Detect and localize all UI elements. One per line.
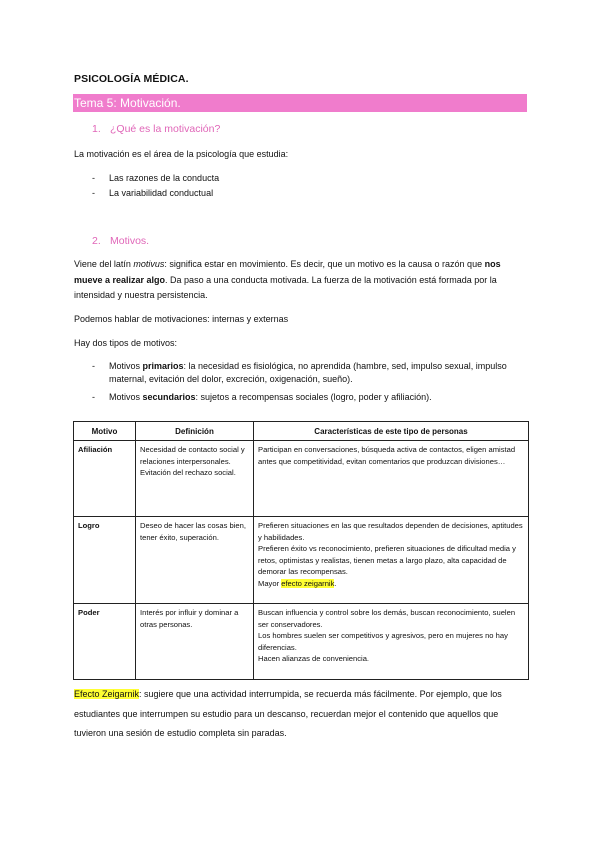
bullet-dash: - xyxy=(92,173,95,183)
table-row xyxy=(74,517,529,604)
tema-heading-bar xyxy=(73,94,527,112)
bullet-dash: - xyxy=(92,392,95,402)
bold-term: primarios xyxy=(142,361,184,371)
text-span: Mayor xyxy=(258,578,282,588)
list-item-text: La variabilidad conductual xyxy=(109,188,214,198)
bullet-dash: - xyxy=(92,188,95,198)
column-header: Motivo xyxy=(74,422,136,441)
bold-term: secundarios xyxy=(142,392,196,402)
cell-line: Deseo de hacer las cosas bien, tener éxito, superación. xyxy=(140,521,246,542)
cell-line: Prefieren éxito vs reconocimiento, prefieren situaciones de dificultad media y retos, optimistas y realistas, tienen metas a largo plazo, alta capacidad de demorar las recompensas. xyxy=(258,544,516,577)
section-2-paragraph-1 xyxy=(74,257,526,304)
caracteristicas-cell xyxy=(254,441,529,517)
text-span: : sujetos a recompensas sociales (logro, poder y afiliación). xyxy=(195,392,432,402)
definicion-cell xyxy=(136,604,254,680)
list-item xyxy=(92,360,522,386)
efecto-zeigarnik-paragraph xyxy=(74,685,526,744)
definicion-cell xyxy=(136,441,254,517)
definicion-cell xyxy=(136,517,254,604)
motivo-cell: Logro xyxy=(74,517,136,604)
cell-line xyxy=(258,578,524,590)
highlighted-term: efecto zeigarnik xyxy=(281,578,335,588)
list-item-text xyxy=(109,391,522,404)
text-span: Motivos xyxy=(109,392,143,402)
text-span: : significa estar en movimiento. Es decir, que un motivo es la causa o razón que xyxy=(164,259,485,269)
text-span: Viene del latín xyxy=(74,259,134,269)
section-2-title: Motivos. xyxy=(110,235,150,247)
caracteristicas-cell xyxy=(254,604,529,680)
table-row xyxy=(74,441,529,517)
motivo-cell: Afiliación xyxy=(74,441,136,517)
section-1-intro: La motivación es el área de la psicología que estudia: xyxy=(74,149,289,159)
text-span: . xyxy=(334,578,337,588)
list-item xyxy=(92,172,522,185)
column-header: Definición xyxy=(136,422,254,441)
caracteristicas-cell xyxy=(254,517,529,604)
section-2-heading xyxy=(92,235,149,247)
section-1-title: ¿Qué es la motivación? xyxy=(110,123,221,135)
text-span: Motivos xyxy=(109,361,143,371)
cell-line: Evitación del rechazo social. xyxy=(140,468,236,478)
cell-line: Hacen alianzas de conveniencia. xyxy=(258,654,370,664)
table-header-row xyxy=(74,422,529,441)
text-span: : la necesidad es fisiológica, no aprendida (hambre, sed, impulso sexual, impulso maternal, evitación del dolor, excreción, oxigenación, sueño). xyxy=(109,361,507,384)
cell-line: Prefieren situaciones en las que resultados dependen de decisiones, aptitudes y habilidades. xyxy=(258,521,523,542)
bold-phrase: nos mueve a realizar algo xyxy=(74,259,501,285)
motivos-table xyxy=(73,421,529,680)
motivo-cell: Poder xyxy=(74,604,136,680)
text-span: : sugiere que una actividad interrumpida, se recuerda más fácilmente. Por ejemplo, que los estudiantes que interrumpen su estudio para un descanso, recuerdan mejor el contenido que aquellos que tuvieron una sesión de estudio completa sin paradas. xyxy=(74,689,502,738)
text-span: . Da paso a una conducta motivada. La fuerza de la motivación está formada por la intensidad y nuestra persistencia. xyxy=(74,274,497,300)
section-1-heading xyxy=(92,123,220,135)
tema-heading: Tema 5: Motivación. xyxy=(74,96,181,110)
section-2-paragraph-2: Podemos hablar de motivaciones: internas y externas xyxy=(74,314,289,324)
list-item xyxy=(92,187,522,200)
cell-line: Interés por influir y dominar a otras personas. xyxy=(140,608,239,629)
latin-term: motivus xyxy=(133,259,165,269)
cell-line: Participan en conversaciones, búsqueda activa de contactos, eligen amistad antes que competitividad, evitan comentarios que produzcan divisiones… xyxy=(258,445,516,466)
list-item xyxy=(92,391,522,404)
cell-line: Los hombres suelen ser competitivos y agresivos, pero en mujeres no hay diferencias. xyxy=(258,631,508,652)
highlighted-term: Efecto Zeigarnik xyxy=(74,689,140,699)
list-item-text xyxy=(109,360,522,386)
column-header: Características de este tipo de personas xyxy=(254,422,529,441)
section-1-number: 1. xyxy=(92,123,101,135)
section-2-paragraph-3: Hay dos tipos de motivos: xyxy=(74,338,178,348)
section-2-number: 2. xyxy=(92,235,101,247)
cell-line: Necesidad de contacto social y relaciones interpersonales. xyxy=(140,445,245,466)
bullet-dash: - xyxy=(92,361,95,371)
table-row xyxy=(74,604,529,680)
document-title: PSICOLOGÍA MÉDICA. xyxy=(74,73,189,85)
list-item-text: Las razones de la conducta xyxy=(109,173,220,183)
cell-line: Buscan influencia y control sobre los demás, buscan reconocimiento, suelen ser conservadores. xyxy=(258,608,516,629)
